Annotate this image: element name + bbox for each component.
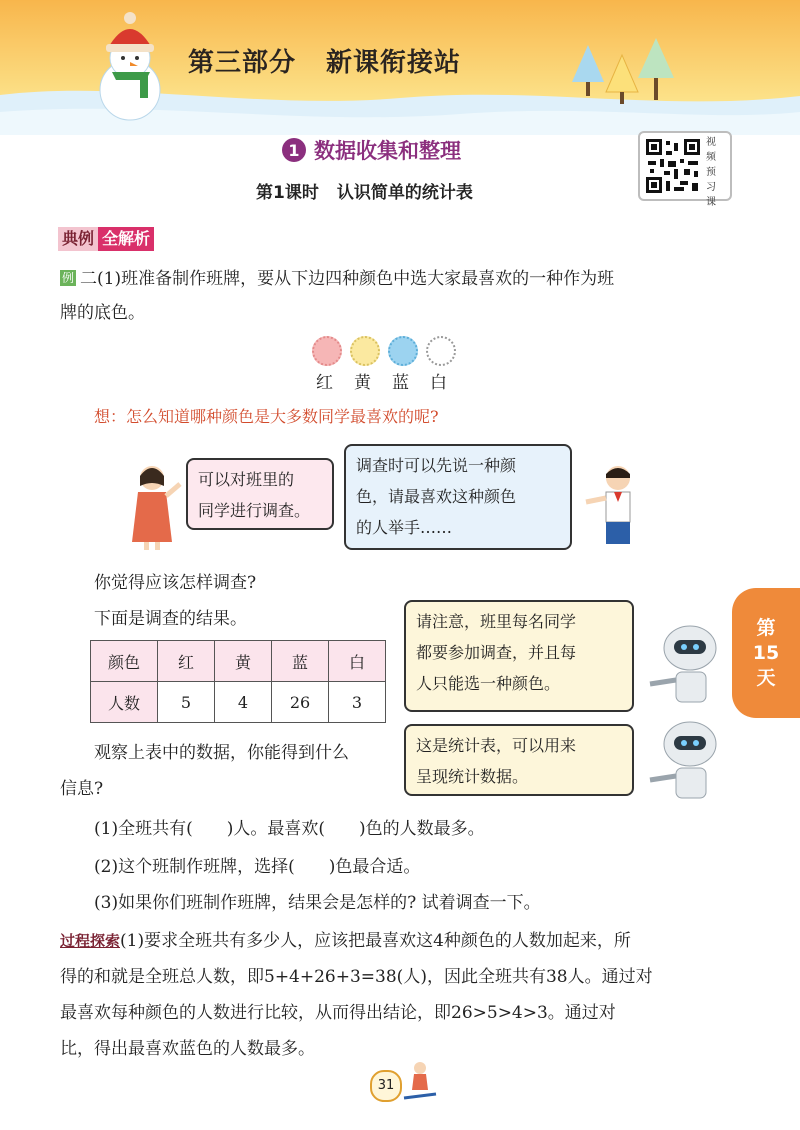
statistics-table xyxy=(90,640,386,723)
table-row-label: 人数 xyxy=(91,682,158,723)
table-cell: 3 xyxy=(329,682,386,723)
table-cell: 红 xyxy=(158,641,215,682)
table-cell: 蓝 xyxy=(272,641,329,682)
table-cell: 黄 xyxy=(215,641,272,682)
table-cell: 5 xyxy=(158,682,215,723)
example-icon: 例 xyxy=(61,271,74,285)
speech-line: 请注意，班里每名同学 xyxy=(416,612,577,631)
question-how: 你觉得应该怎样调查? xyxy=(94,573,257,593)
question-2: (2)这个班制作班牌，选择( )色最合适。 xyxy=(94,857,421,877)
speech-line: 调查时可以先说一种颜 xyxy=(356,456,517,475)
example-text-1: 二(1)班准备制作班牌，要从下边四种颜色中选大家最喜欢的一种作为班 xyxy=(80,269,615,289)
day-suffix: 天 xyxy=(756,667,776,689)
day-number: 15 xyxy=(752,642,780,664)
example-line-2: 牌的底色。 xyxy=(60,303,145,323)
robot2-speech xyxy=(404,724,634,796)
robot-icon xyxy=(646,720,724,804)
section-tag-b: 全解析 xyxy=(98,227,154,251)
process-text-1: (1)要求全班共有多少人，应该把最喜欢这4种颜色的人数加起来，所 xyxy=(120,931,631,951)
speech-line: 都要参加调查，并且每 xyxy=(416,643,577,662)
chapter-name: 数据收集和整理 xyxy=(314,139,461,163)
speech-line: 呈现统计数据。 xyxy=(416,767,529,786)
process-line-1 xyxy=(60,924,631,958)
lesson-period: 第1课时 xyxy=(256,183,319,203)
qr-code[interactable] xyxy=(638,131,732,208)
table-row xyxy=(91,682,386,723)
color-names xyxy=(316,368,468,393)
robot1-speech xyxy=(404,600,634,712)
table-cell: 白 xyxy=(329,641,386,682)
girl-icon xyxy=(130,462,182,550)
qr-code-icon xyxy=(644,137,702,195)
process-line-2: 得的和就是全班总人数，即5+4+26+3=38(人)，因此全班共有38人。通过对 xyxy=(60,967,653,987)
observe-line-1: 观察上表中的数据，你能得到什么 xyxy=(94,743,349,763)
banner-title xyxy=(188,42,461,79)
day-tab xyxy=(732,588,800,718)
color-name: 黄 xyxy=(354,373,371,393)
color-name: 白 xyxy=(430,373,447,393)
lesson-name: 认识简单的统计表 xyxy=(336,183,473,203)
process-line-3: 最喜欢每种颜色的人数进行比较，从而得出结论，即26>5>4>3。通过对 xyxy=(60,1003,616,1023)
section-title: 新课衔接站 xyxy=(326,48,462,78)
question-3: (3)如果你们班制作班牌，结果会是怎样的? 试着调查一下。 xyxy=(94,893,541,913)
bubble-red-icon xyxy=(312,336,342,366)
skier-icon xyxy=(400,1058,440,1102)
question-1: (1)全班共有( )人。最喜欢( )色的人数最多。 xyxy=(94,819,485,839)
think-prompt: 想：怎么知道哪种颜色是大多数同学最喜欢的呢? xyxy=(94,407,439,426)
section-tag-a: 典例 xyxy=(58,227,98,251)
boy-icon xyxy=(580,462,640,552)
color-bubbles xyxy=(312,336,464,366)
observe-line-2: 信息? xyxy=(60,779,104,799)
chapter-title xyxy=(282,135,461,165)
bubble-yellow-icon xyxy=(350,336,380,366)
day-prefix: 第 xyxy=(756,617,776,639)
process-tag: 过程探索 xyxy=(60,932,121,950)
part-label: 第三部分 xyxy=(188,48,297,78)
question-result: 下面是调查的结果。 xyxy=(94,609,247,629)
speech-line: 色，请最喜欢这种颜色 xyxy=(356,487,517,506)
process-line-4: 比，得出最喜欢蓝色的人数最多。 xyxy=(60,1039,315,1059)
section-tag xyxy=(58,227,154,251)
table-cell: 26 xyxy=(272,682,329,723)
qr-label: 视频预习课 xyxy=(706,137,716,208)
chapter-number: 1 xyxy=(282,138,306,162)
table-header-label: 颜色 xyxy=(91,641,158,682)
color-name: 蓝 xyxy=(392,373,409,393)
speech-line: 这是统计表，可以用来 xyxy=(416,736,577,755)
table-header-row xyxy=(91,641,386,682)
boy-speech xyxy=(344,444,572,550)
bubble-white-icon xyxy=(426,336,456,366)
table-cell: 4 xyxy=(215,682,272,723)
example-line-1 xyxy=(60,262,614,296)
page-number: 31 xyxy=(370,1070,402,1102)
speech-line: 同学进行调查。 xyxy=(198,501,311,520)
girl-speech xyxy=(186,458,334,530)
speech-line: 的人举手…… xyxy=(356,518,453,537)
color-name: 红 xyxy=(316,373,333,393)
lesson-title xyxy=(256,178,473,203)
robot-icon xyxy=(646,624,724,708)
speech-line: 可以对班里的 xyxy=(198,470,295,489)
bubble-blue-icon xyxy=(388,336,418,366)
speech-line: 人只能选一种颜色。 xyxy=(416,674,561,693)
